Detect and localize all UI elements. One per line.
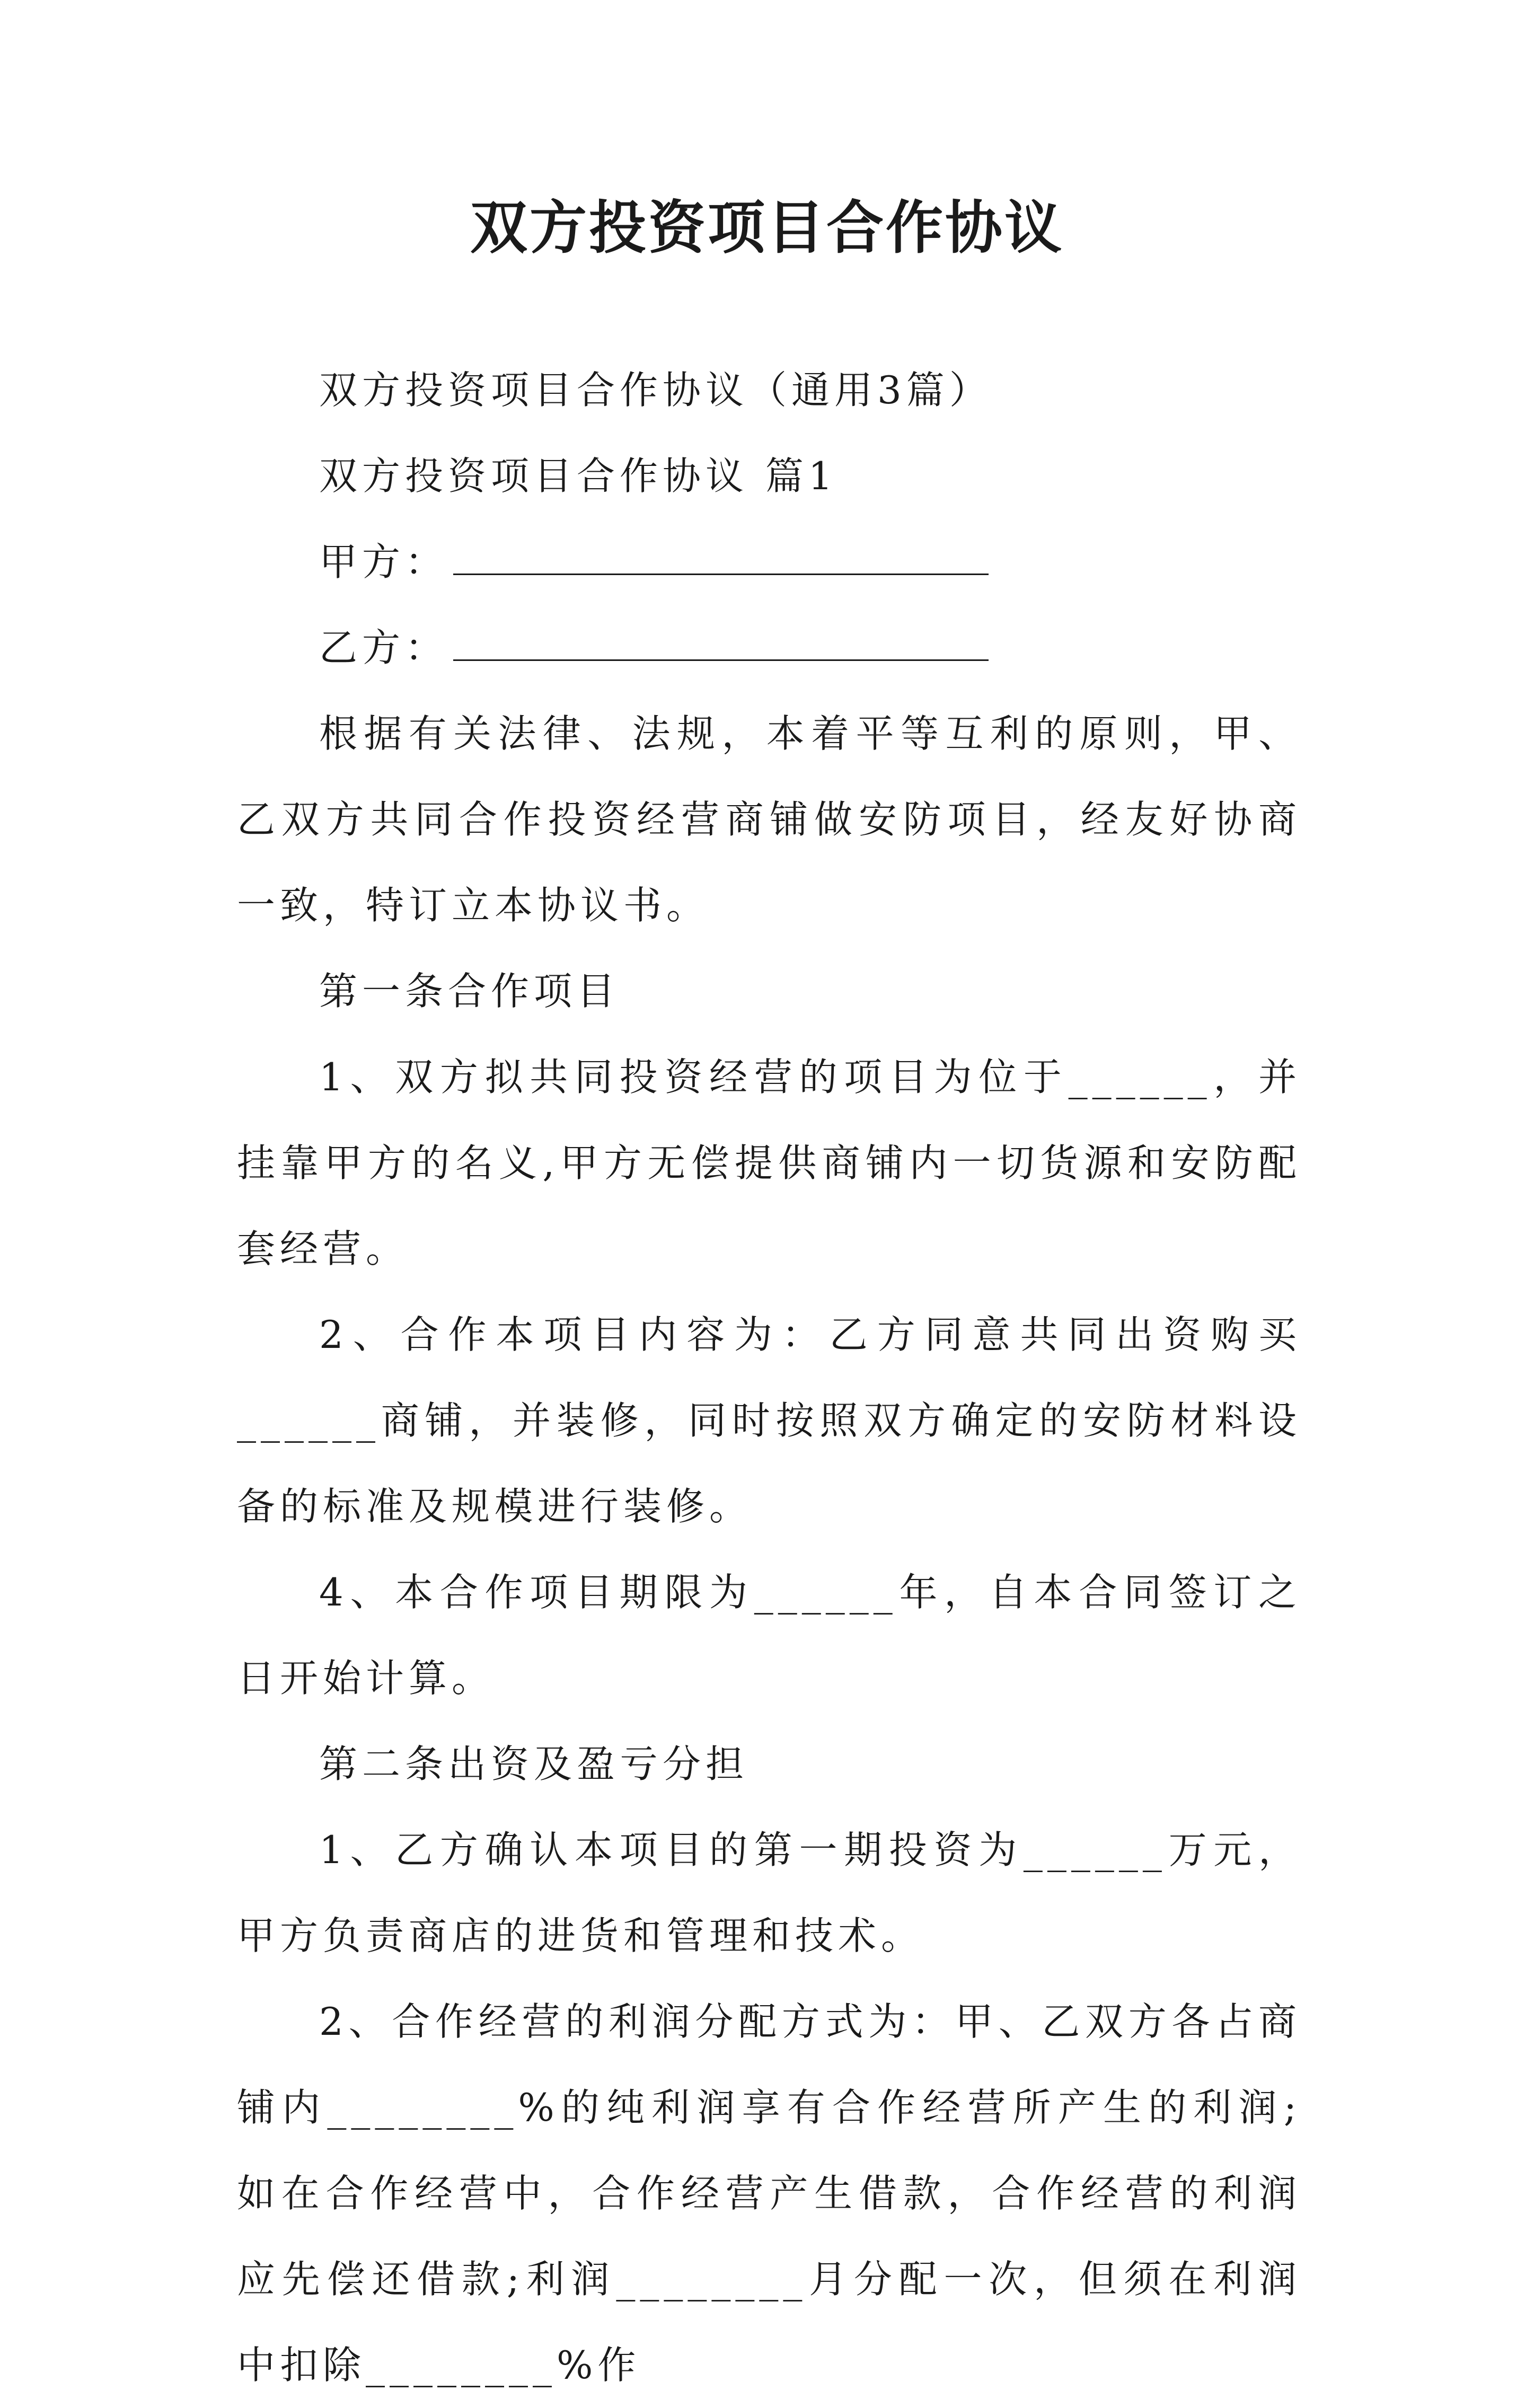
- document-body: [237, 347, 1301, 2408]
- article-1-clause-4: 4、本合作项目期限为______年，自本合同签订之日开始计算。: [237, 1570, 1301, 1700]
- article-1-heading: 第一条合作项目: [319, 969, 620, 1013]
- article-2-clause-1: 1、乙方确认本项目的第一期投资为______万元，甲方负责商店的进货和管理和技术。: [237, 1828, 1301, 1958]
- paragraph-preamble: 根据有关法律、法规，本着平等互利的原则，甲、乙双方共同合作投资经营商铺做安防项目，经友好协商一致，特订立本协议书。: [237, 711, 1301, 928]
- party-a-blank: [453, 563, 989, 575]
- party-b-line: [237, 605, 1301, 691]
- paragraph-section-heading: 双方投资项目合作协议 篇1: [319, 454, 837, 498]
- article-2-clause-2: 2、合作经营的利润分配方式为：甲、乙双方各占商铺内________%的纯利润享有合作经营所产生的利润;如在合作经营中，合作经营产生借款，合作经营的利润应先偿还借款;利润________月分配一次，但须在利润中扣除________%作: [237, 1999, 1301, 2387]
- document-title: 双方投资项目合作协议: [470, 195, 1064, 261]
- article-2-heading: 第二条出资及盈亏分担: [319, 1742, 749, 1786]
- party-a-line: [237, 519, 1301, 605]
- party-b-label: 乙方：: [319, 625, 448, 670]
- party-a-label: 甲方：: [319, 540, 448, 584]
- article-1-clause-2: 2、合作本项目内容为：乙方同意共同出资购买______商铺，并装修，同时按照双方确定的安防材料设备的标准及规模进行装修。: [237, 1312, 1301, 1529]
- party-b-blank: [453, 649, 989, 661]
- article-1-clause-1: 1、双方拟共同投资经营的项目为位于______，并挂靠甲方的名义,甲方无偿提供商铺内一切货源和安防配套经营。: [237, 1055, 1301, 1271]
- paragraph-subtitle: 双方投资项目合作协议（通用3篇）: [319, 368, 992, 412]
